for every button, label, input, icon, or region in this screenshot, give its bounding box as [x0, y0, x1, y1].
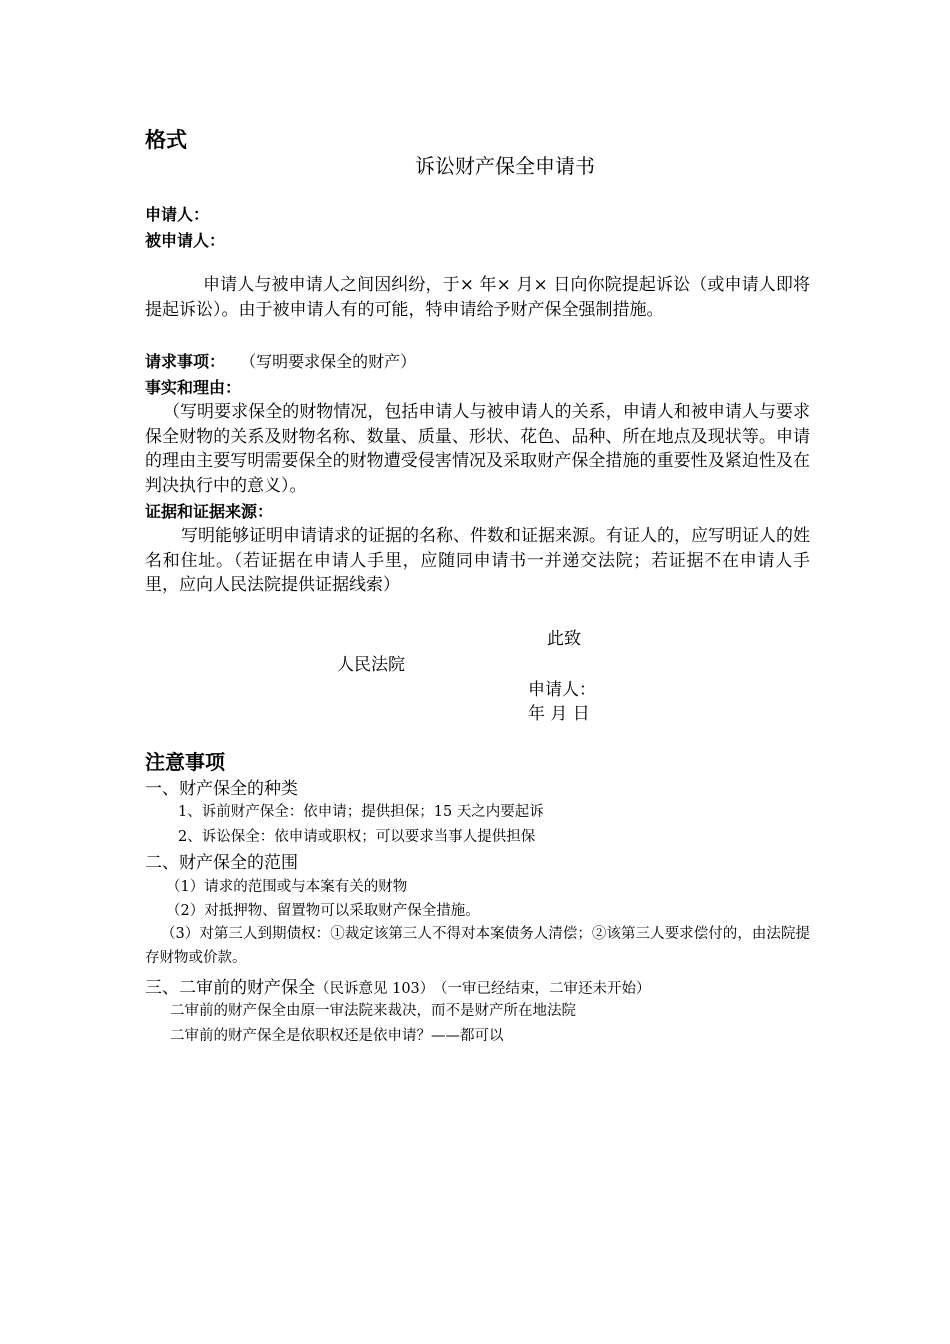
notes-section1-title: 一、财产保全的种类 — [145, 779, 298, 799]
closing-signer: 申请人： — [528, 680, 596, 700]
closing-cizhi: 此致 — [547, 629, 581, 649]
notes-section1-item1: 1、诉前财产保全：依申请；提供担保；15 天之内要起诉 — [178, 804, 544, 820]
notes-section1-item2: 2、诉讼保全：依申请或职权；可以要求当事人提供担保 — [178, 829, 536, 845]
notes-section2-item2: （2）对抵押物、留置物可以采取财产保全措施。 — [166, 903, 480, 919]
closing-court: 人民法院 — [337, 655, 405, 675]
notes-section2-item3: （3）对第三人到期债权：①裁定该第三人不得对本案债务人清偿；②该第三人要求偿付的，由法院提存财物或价款。 — [145, 926, 810, 966]
intro-paragraph: 申请人与被申请人之间因纠纷，于× 年× 月× 日向你院提起诉讼（或申请人即将提起诉讼）。由于被申请人有的可能，特申请给予财产保全强制措施。 — [145, 275, 810, 320]
evidence-paragraph: 写明能够证明申请请求的证据的名称、件数和证据来源。有证人的，应写明证人的姓名和住址。（若证据在申请人手里，应随同申请书一并递交法院；若证据不在申请人手里，应向人民法院提供证据线索） — [145, 526, 810, 595]
notes-heading: 注意事项 — [145, 750, 225, 774]
notes-section3-item1: 二审前的财产保全由原一审法院来裁决，而不是财产所在地法院 — [170, 1003, 576, 1019]
claims-label: 请求事项： — [145, 352, 226, 371]
notes-section3-line — [145, 973, 651, 998]
notes-section3-title: 三、二审前的财产保全 — [145, 978, 315, 998]
claims-text: （写明要求保全的财产） — [240, 352, 417, 371]
notes-section3-item2: 二审前的财产保全是依职权还是依申请？——都可以 — [170, 1028, 504, 1044]
notes-section2-item1: （1）请求的范围或与本案有关的财物 — [166, 879, 408, 895]
notes-section3-note: （一审已经结束，二审还未开始） — [440, 981, 651, 997]
closing-date: 年 月 日 — [528, 704, 590, 724]
facts-paragraph: （写明要求保全的财物情况，包括申请人与被申请人的关系，申请人和被申请人与要求保全财物的关系及财物名称、数量、质量、形状、花色、品种、所在地点及现状等。申请的理由主要写明需要保全的财物遭受侵害情况及采取财产保全措施的重要性及紧迫性及在判决执行中的意义）。 — [145, 402, 810, 496]
notes-section3-ref: （民诉意见 103） — [315, 981, 435, 997]
format-label: 格式 — [145, 128, 187, 152]
facts-label: 事实和理由： — [145, 378, 242, 397]
respondent-label: 被申请人： — [145, 231, 226, 250]
applicant-label: 申请人： — [145, 205, 210, 224]
notes-section2-title: 二、财产保全的范围 — [145, 853, 298, 873]
claims-line — [145, 349, 416, 372]
document-title: 诉讼财产保全申请书 — [415, 154, 595, 178]
evidence-label: 证据和证据来源： — [145, 502, 274, 521]
